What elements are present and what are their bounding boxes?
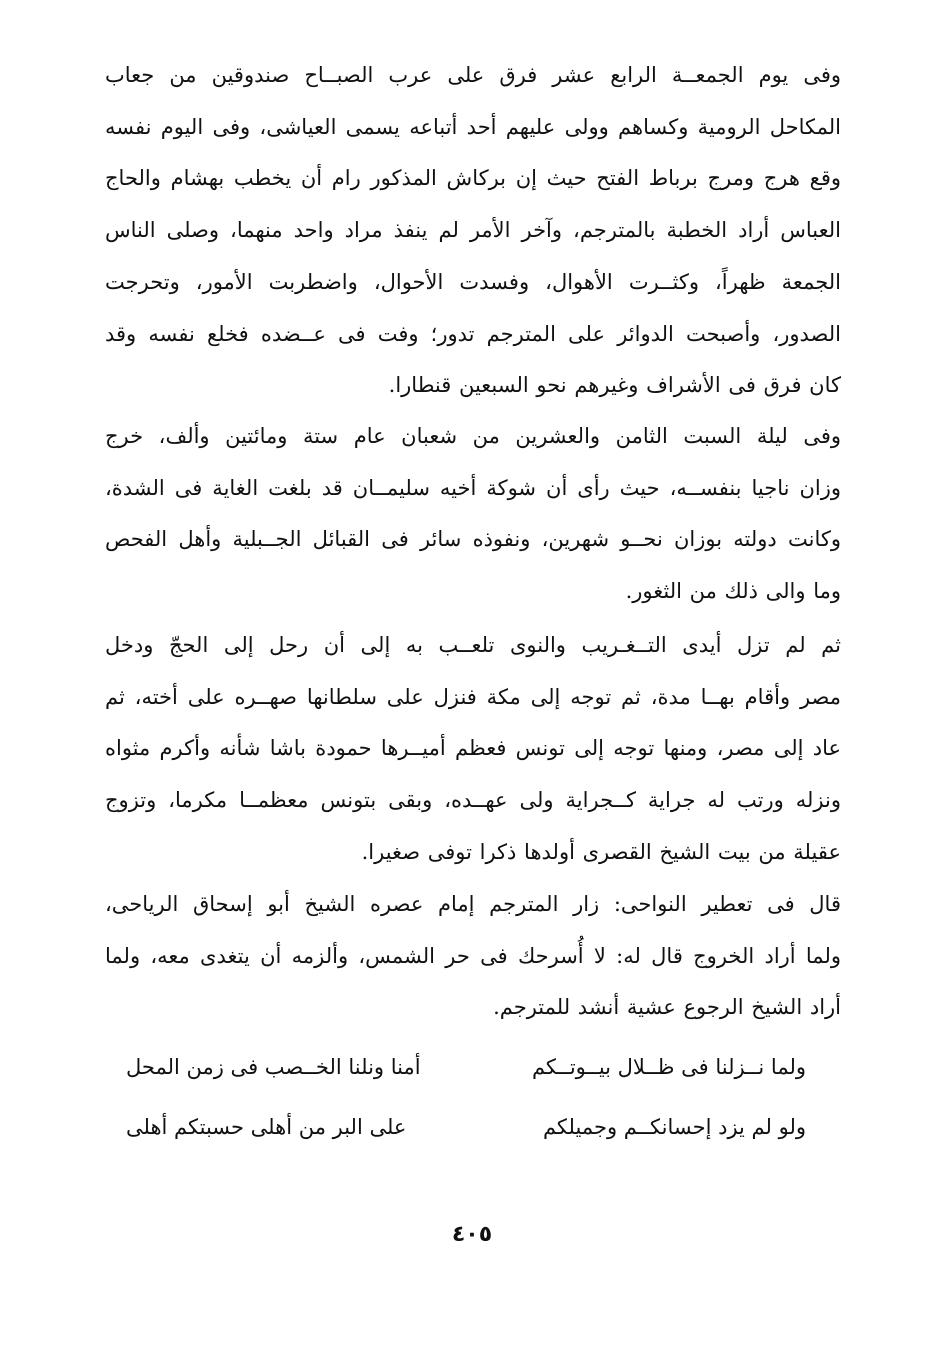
verse-2-second-hemistich: على البر من أهلى حسبتكم أهلى (126, 1115, 407, 1139)
paragraph-line: ونزله ورتب له جراية كــجراية ولى عهــده، وبقى بتونس معظمــا مكرما، وتزوج (105, 788, 841, 813)
paragraph-line: أراد الشيخ الرجوع عشية أنشد للمترجم. (493, 995, 841, 1020)
paragraph-1 (105, 50, 841, 412)
paragraph-line: الصدور، وأصبحت الدوائر على المترجم تدور؛ وفت فى عــضده فخلع نفسه وقد (105, 321, 841, 346)
paragraph-line: ثم لم تزل أيدى التــغـريب والنوى تلعــب به إلى أن رحل إلى الحجّ ودخل (105, 633, 841, 657)
verse-2-first-hemistich: ولو لم يزد إحسانكــم وجميلكم (542, 1115, 806, 1139)
verse-1-first-hemistich: ولما نــزلنا فى ظــلال بيــوتــكم (531, 1055, 806, 1079)
paragraph-line: وزان ناجيا بنفســه، حيث رأى أن شوكة أخيه سليمــان قد بلغت الغاية فى الشدة، (105, 475, 841, 500)
paragraph-3 (105, 620, 841, 879)
paragraph-line: قال فى تعطير النواحى: زار المترجم إمام عصره الشيخ أبو إسحاق الرياحى، (105, 892, 841, 916)
paragraph-line: عقيلة من بيت الشيخ القصرى أولدها ذكرا توفى صغيرا. (361, 839, 841, 864)
paragraph-2 (105, 411, 841, 618)
paragraph-line: وما والى ذلك من الثغور. (625, 579, 841, 604)
paragraph-line: كان فرق فى الأشراف وغيرهم نحو السبعين قنطارا. (388, 373, 841, 398)
page-number: ٤٠٥ (451, 1222, 493, 1247)
paragraph-line: الجمعة ظهراً، وكثــرت الأهوال، وفسدت الأحوال، واضطربت الأمور، وتحرجت (105, 269, 841, 294)
paragraph-line: وفى ليلة السبت الثامن والعشرين من شعبان عام ستة ومائتين وألف، خرج (105, 424, 841, 448)
paragraph-line: وفى يوم الجمعــة الرابع عشر فرق على عرب الصبــاح صندوقين من جعاب (105, 63, 841, 87)
paragraph-line: وكانت دولته بوزان نحــو شهرين، ونفوذه سائر فى القبائل الجــبلية وأهل الفحص (105, 527, 841, 552)
paragraph-line: ولما أراد الخروج قال له: لا أُسرحك فى حر الشمس، وألزمه أن يتغدى معه، ولما (105, 943, 841, 968)
paragraph-line: عاد إلى مصر، ومنها توجه إلى تونس فعظم أميــرها حمودة باشا شأنه وأكرم مثواه (105, 736, 841, 761)
verse-1-second-hemistich: أمنا ونلنا الخــصب فى زمن المحل (126, 1055, 421, 1079)
paragraph-line: العباس أراد الخطبة بالمترجم، وآخر الأمر لم ينفذ مراد واحد منهما، وصلى الناس (105, 218, 841, 243)
paragraph-line: المكاحل الرومية وكساهم وولى عليهم أحد أتباعه يسمى العياشى، وفى اليوم نفسه (105, 114, 841, 139)
paragraph-line: وقع هرج ومرج برباط الفتح حيث إن بركاش المذكور رام أن يخطب بهشام والحاج (105, 166, 841, 191)
paragraph-line: مصر وأقام بهــا مدة، ثم توجه إلى مكة فنزل على سلطانها صهــره على أخته، ثم (105, 684, 841, 709)
paragraph-4 (105, 879, 841, 1034)
